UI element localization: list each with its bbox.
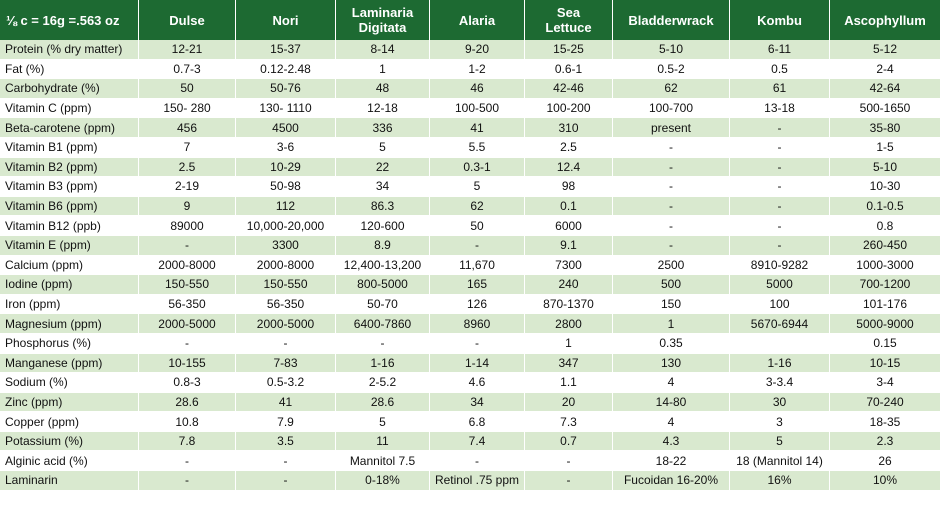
table-cell: 500-1650 <box>830 99 941 119</box>
table-cell: 8910-9282 <box>730 256 830 276</box>
table-cell: 35-80 <box>830 118 941 138</box>
table-cell: 1-16 <box>336 354 430 374</box>
table-cell: 101-176 <box>830 295 941 315</box>
table-row <box>0 275 941 295</box>
table-cell: 10-30 <box>830 177 941 197</box>
table-cell: 800-5000 <box>336 275 430 295</box>
table-row <box>0 216 941 236</box>
table-cell: 700-1200 <box>830 275 941 295</box>
table-cell: 5-12 <box>830 40 941 60</box>
row-label: Iron (ppm) <box>0 295 139 315</box>
table-cell: 1000-3000 <box>830 256 941 276</box>
table-row <box>0 158 941 178</box>
table-cell: 0.12-2.48 <box>236 60 336 80</box>
table-cell: 56-350 <box>236 295 336 315</box>
table-row <box>0 256 941 276</box>
table-cell: - <box>139 236 236 256</box>
table-cell: 6.8 <box>430 412 525 432</box>
table-cell: 2000-5000 <box>139 314 236 334</box>
table-cell: 15-25 <box>525 40 613 60</box>
table-cell: 62 <box>613 79 730 99</box>
table-cell <box>730 334 830 354</box>
table-cell: 1-2 <box>430 60 525 80</box>
table-cell: 150-550 <box>139 275 236 295</box>
table-cell: - <box>236 471 336 491</box>
table-cell: 6400-7860 <box>336 314 430 334</box>
table-cell: 48 <box>336 79 430 99</box>
table-cell: 0.5 <box>730 60 830 80</box>
table-cell: 3 <box>730 412 830 432</box>
table-cell: 34 <box>336 177 430 197</box>
row-label: Alginic acid (%) <box>0 451 139 471</box>
table-row <box>0 314 941 334</box>
table-row <box>0 60 941 80</box>
row-label: Vitamin C (ppm) <box>0 99 139 119</box>
table-cell: 9.1 <box>525 236 613 256</box>
table-cell: 870-1370 <box>525 295 613 315</box>
table-cell: 5 <box>336 412 430 432</box>
table-cell: 1-16 <box>730 354 830 374</box>
table-cell: 6000 <box>525 216 613 236</box>
table-cell: 2000-8000 <box>236 256 336 276</box>
table-cell: 3-4 <box>830 373 941 393</box>
table-cell: - <box>613 197 730 217</box>
table-cell: 6-11 <box>730 40 830 60</box>
table-cell: 5000-9000 <box>830 314 941 334</box>
table-cell: 28.6 <box>336 393 430 413</box>
table-cell: 12-21 <box>139 40 236 60</box>
table-cell: 12,400-13,200 <box>336 256 430 276</box>
table-cell: 10-155 <box>139 354 236 374</box>
table-cell: 240 <box>525 275 613 295</box>
table-cell: - <box>139 471 236 491</box>
column-header: Alaria <box>430 0 525 40</box>
table-cell: 46 <box>430 79 525 99</box>
table-cell: 2000-8000 <box>139 256 236 276</box>
row-label: Beta-carotene (ppm) <box>0 118 139 138</box>
table-cell: 22 <box>336 158 430 178</box>
table-cell: 100-500 <box>430 99 525 119</box>
table-row <box>0 118 941 138</box>
table-cell: 0.1-0.5 <box>830 197 941 217</box>
table-cell: 2-5.2 <box>336 373 430 393</box>
table-cell: 0-18% <box>336 471 430 491</box>
table-cell: Mannitol 7.5 <box>336 451 430 471</box>
table-cell: 0.3-1 <box>430 158 525 178</box>
table-cell: 41 <box>236 393 336 413</box>
table-cell: 0.35 <box>613 334 730 354</box>
table-cell: - <box>613 158 730 178</box>
table-cell: 5-10 <box>613 40 730 60</box>
table-cell: 1 <box>613 314 730 334</box>
table-cell: 5 <box>730 432 830 452</box>
table-row <box>0 412 941 432</box>
table-cell: 3.5 <box>236 432 336 452</box>
table-cell: - <box>730 216 830 236</box>
table-cell: 347 <box>525 354 613 374</box>
row-label: Potassium (%) <box>0 432 139 452</box>
table-cell: 8-14 <box>336 40 430 60</box>
row-label: Carbohydrate (%) <box>0 79 139 99</box>
table-cell: 10,000-20,000 <box>236 216 336 236</box>
table-cell: 500 <box>613 275 730 295</box>
table-cell: - <box>730 177 830 197</box>
table-cell: 86.3 <box>336 197 430 217</box>
table-cell: 2.5 <box>525 138 613 158</box>
table-cell: 2000-5000 <box>236 314 336 334</box>
table-cell: 42-64 <box>830 79 941 99</box>
table-row <box>0 99 941 119</box>
table-row <box>0 177 941 197</box>
table-cell: 20 <box>525 393 613 413</box>
table-cell: Fucoidan 16-20% <box>613 471 730 491</box>
table-cell: 15-37 <box>236 40 336 60</box>
table-cell: - <box>730 138 830 158</box>
table-cell: - <box>613 177 730 197</box>
column-header: Nori <box>236 0 336 40</box>
table-row <box>0 354 941 374</box>
table-cell: 62 <box>430 197 525 217</box>
table-row <box>0 393 941 413</box>
table-row <box>0 432 941 452</box>
table-cell: 7.9 <box>236 412 336 432</box>
table-cell: 4500 <box>236 118 336 138</box>
table-cell: 260-450 <box>830 236 941 256</box>
table-cell: 130 <box>613 354 730 374</box>
table-cell: 3-3.4 <box>730 373 830 393</box>
table-cell: 11 <box>336 432 430 452</box>
table-cell: 10% <box>830 471 941 491</box>
table-cell: 120-600 <box>336 216 430 236</box>
row-label: Zinc (ppm) <box>0 393 139 413</box>
table-row <box>0 334 941 354</box>
table-cell: 5000 <box>730 275 830 295</box>
table-cell: - <box>613 216 730 236</box>
table-cell: - <box>613 236 730 256</box>
table-cell: 70-240 <box>830 393 941 413</box>
table-cell: 1 <box>525 334 613 354</box>
table-cell: 2-4 <box>830 60 941 80</box>
table-cell: Retinol .75 ppm <box>430 471 525 491</box>
table-cell: 18 (Mannitol 14) <box>730 451 830 471</box>
table-cell: 10.8 <box>139 412 236 432</box>
table-cell: 1-5 <box>830 138 941 158</box>
table-cell: 0.8 <box>830 216 941 236</box>
column-header: Ascophyllum <box>830 0 941 40</box>
table-cell: 50 <box>139 79 236 99</box>
row-label: Sodium (%) <box>0 373 139 393</box>
table-cell: 7 <box>139 138 236 158</box>
table-cell: 5670-6944 <box>730 314 830 334</box>
table-cell: 50-98 <box>236 177 336 197</box>
table-cell: 5 <box>430 177 525 197</box>
table-cell: 26 <box>830 451 941 471</box>
table-cell: 310 <box>525 118 613 138</box>
table-cell: 11,670 <box>430 256 525 276</box>
table-cell: 0.5-2 <box>613 60 730 80</box>
table-cell: 0.1 <box>525 197 613 217</box>
table-cell: 5.5 <box>430 138 525 158</box>
table-cell: 9 <box>139 197 236 217</box>
row-label: Iodine (ppm) <box>0 275 139 295</box>
row-label: Calcium (ppm) <box>0 256 139 276</box>
row-label: Laminarin <box>0 471 139 491</box>
table-cell: 2.5 <box>139 158 236 178</box>
column-header: Bladderwrack <box>613 0 730 40</box>
table-cell: 1-14 <box>430 354 525 374</box>
table-cell: 0.8-3 <box>139 373 236 393</box>
table-cell: 1 <box>336 60 430 80</box>
table-cell: 56-350 <box>139 295 236 315</box>
table-cell: 2.3 <box>830 432 941 452</box>
table-cell: - <box>730 118 830 138</box>
table-cell: 2500 <box>613 256 730 276</box>
table-cell: 100 <box>730 295 830 315</box>
table-cell: 4 <box>613 412 730 432</box>
table-row <box>0 373 941 393</box>
row-label: Copper (ppm) <box>0 412 139 432</box>
table-cell: present <box>613 118 730 138</box>
table-cell: 3300 <box>236 236 336 256</box>
table-cell: 12.4 <box>525 158 613 178</box>
table-cell: 41 <box>430 118 525 138</box>
table-cell: 126 <box>430 295 525 315</box>
table-cell: - <box>139 451 236 471</box>
table-cell: 4 <box>613 373 730 393</box>
table-cell: 50 <box>430 216 525 236</box>
table-cell: 100-200 <box>525 99 613 119</box>
row-label: Fat (%) <box>0 60 139 80</box>
table-row <box>0 79 941 99</box>
row-label: Vitamin B2 (ppm) <box>0 158 139 178</box>
column-header: Laminaria Digitata <box>336 0 430 40</box>
table-cell: 42-46 <box>525 79 613 99</box>
table-cell: - <box>336 334 430 354</box>
table-cell: 456 <box>139 118 236 138</box>
table-cell: 0.7-3 <box>139 60 236 80</box>
column-header: Kombu <box>730 0 830 40</box>
table-cell: 30 <box>730 393 830 413</box>
table-body <box>0 40 941 491</box>
table-cell: 150- 280 <box>139 99 236 119</box>
table-cell: 98 <box>525 177 613 197</box>
table-row <box>0 295 941 315</box>
table-cell: 7-83 <box>236 354 336 374</box>
table-row <box>0 471 941 491</box>
table-cell: 50-76 <box>236 79 336 99</box>
table-cell: 14-80 <box>613 393 730 413</box>
row-label: Vitamin B1 (ppm) <box>0 138 139 158</box>
header-row <box>0 0 941 40</box>
table-cell: 0.7 <box>525 432 613 452</box>
table-cell: 4.3 <box>613 432 730 452</box>
table-cell: 7.4 <box>430 432 525 452</box>
table-cell: 34 <box>430 393 525 413</box>
table-cell: 12-18 <box>336 99 430 119</box>
table-cell: 336 <box>336 118 430 138</box>
table-cell: 150-550 <box>236 275 336 295</box>
table-row <box>0 236 941 256</box>
row-label: Vitamin B12 (ppb) <box>0 216 139 236</box>
column-header: Dulse <box>139 0 236 40</box>
table-row <box>0 138 941 158</box>
table-cell: - <box>430 451 525 471</box>
table-cell: 165 <box>430 275 525 295</box>
table-cell: 0.6-1 <box>525 60 613 80</box>
table-row <box>0 451 941 471</box>
table-cell: - <box>613 138 730 158</box>
table-cell: - <box>730 197 830 217</box>
table-cell: 7300 <box>525 256 613 276</box>
table-cell: 28.6 <box>139 393 236 413</box>
table-cell: 112 <box>236 197 336 217</box>
table-cell: 8960 <box>430 314 525 334</box>
table-cell: - <box>430 236 525 256</box>
table-cell: 13-18 <box>730 99 830 119</box>
table-cell: 3-6 <box>236 138 336 158</box>
table-cell: - <box>730 236 830 256</box>
row-label: Magnesium (ppm) <box>0 314 139 334</box>
row-label: Protein (% dry matter) <box>0 40 139 60</box>
table-cell: 4.6 <box>430 373 525 393</box>
table-cell: - <box>730 158 830 178</box>
table-cell: 150 <box>613 295 730 315</box>
table-cell: 16% <box>730 471 830 491</box>
table-cell: 61 <box>730 79 830 99</box>
table-cell: 130- 1110 <box>236 99 336 119</box>
row-label: Vitamin B3 (ppm) <box>0 177 139 197</box>
table-cell: 89000 <box>139 216 236 236</box>
row-label: Vitamin B6 (ppm) <box>0 197 139 217</box>
header-serving-size: ⅛ c = 16g =.563 oz <box>0 0 139 40</box>
table-cell: - <box>139 334 236 354</box>
table-cell: 50-70 <box>336 295 430 315</box>
table-cell: 5 <box>336 138 430 158</box>
table-cell: 7.3 <box>525 412 613 432</box>
table-cell: - <box>430 334 525 354</box>
table-cell: 7.8 <box>139 432 236 452</box>
table-row <box>0 40 941 60</box>
table-row <box>0 197 941 217</box>
table-cell: 2-19 <box>139 177 236 197</box>
table-cell: - <box>525 471 613 491</box>
column-header: Sea Lettuce <box>525 0 613 40</box>
table-cell: 0.5-3.2 <box>236 373 336 393</box>
table-cell: 18-35 <box>830 412 941 432</box>
table-cell: 1.1 <box>525 373 613 393</box>
table-cell: - <box>236 451 336 471</box>
row-label: Manganese (ppm) <box>0 354 139 374</box>
row-label: Phosphorus (%) <box>0 334 139 354</box>
table-cell: 100-700 <box>613 99 730 119</box>
table-cell: - <box>525 451 613 471</box>
table-cell: 18-22 <box>613 451 730 471</box>
table-cell: 10-15 <box>830 354 941 374</box>
table-cell: 2800 <box>525 314 613 334</box>
row-label: Vitamin E (ppm) <box>0 236 139 256</box>
table-cell: 0.15 <box>830 334 941 354</box>
table-cell: 8.9 <box>336 236 430 256</box>
table-cell: - <box>236 334 336 354</box>
table-cell: 9-20 <box>430 40 525 60</box>
table-cell: 5-10 <box>830 158 941 178</box>
table-cell: 10-29 <box>236 158 336 178</box>
